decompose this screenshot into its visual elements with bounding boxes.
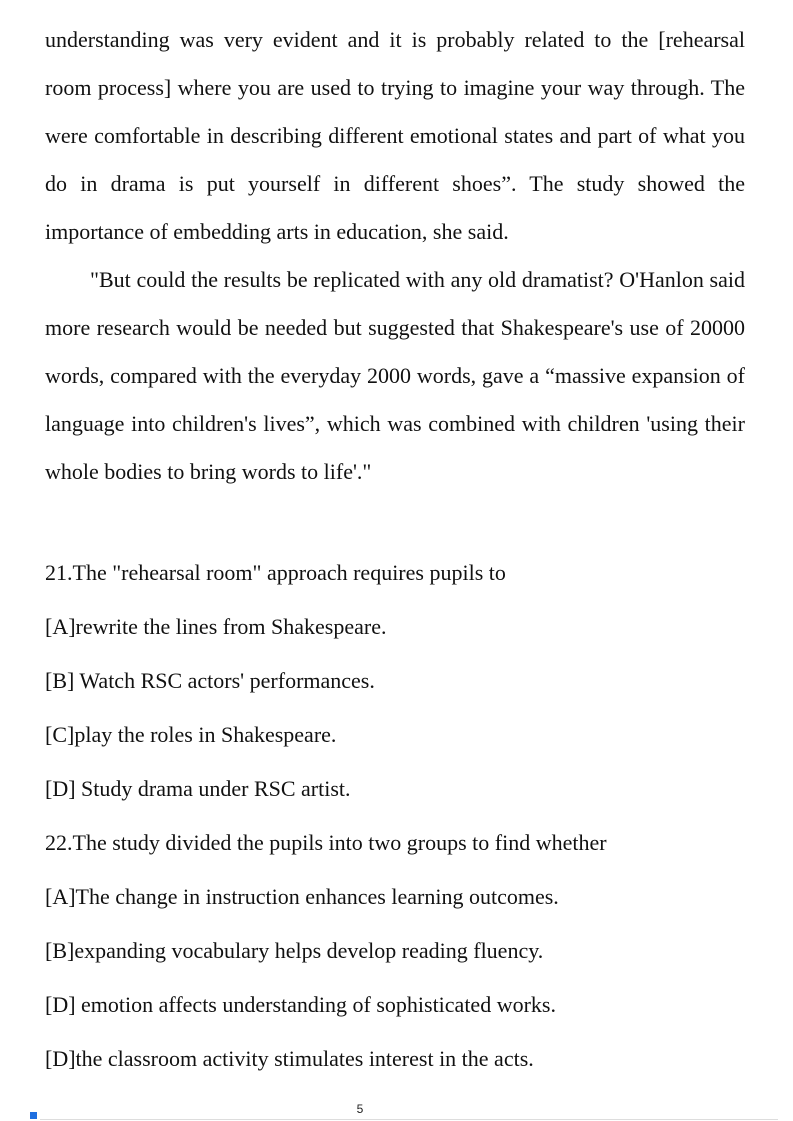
page-footer [0,1098,793,1121]
question-list [45,546,745,1086]
footer-divider [40,1119,778,1120]
passage-paragraph-1: understanding was very evident and it is probably related to the [rehearsal room process] where you are used to trying to imagine your way through. The were comfortable in describing different emotional states and part of what you do in drama is put yourself in different shoes”. The study showed the importance of embedding arts in education, she said. [45,27,745,244]
question-22 [45,816,745,1086]
question-option-b: [B]expanding vocabulary helps develop reading fluency. [45,938,544,963]
question-21 [45,546,745,816]
question-stem: 22.The study divided the pupils into two groups to find whether [45,830,607,855]
passage-paragraph-2: "But could the results be replicated with any old dramatist? O'Hanlon said more research would be needed but suggested that Shakespeare's use of 20000 words, compared with the everyday 2000 words, gave a “massive expansion of language into children's lives”, which was combined with children 'using their whole bodies to bring words to life'." [45,267,745,484]
question-option-d: [D] Study drama under RSC artist. [45,776,351,801]
page-number: 5 [356,1102,364,1116]
question-stem: 21.The "rehearsal room" approach requires pupils to [45,560,506,585]
question-option-b: [B] Watch RSC actors' performances. [45,668,375,693]
document-page [45,0,745,1121]
question-option-c: [C]play the roles in Shakespeare. [45,722,337,747]
question-option-c: [D] emotion affects understanding of sophisticated works. [45,992,556,1017]
question-option-a: [A]rewrite the lines from Shakespeare. [45,614,387,639]
question-option-d: [D]the classroom activity stimulates interest in the acts. [45,1046,534,1071]
question-option-a: [A]The change in instruction enhances learning outcomes. [45,884,559,909]
